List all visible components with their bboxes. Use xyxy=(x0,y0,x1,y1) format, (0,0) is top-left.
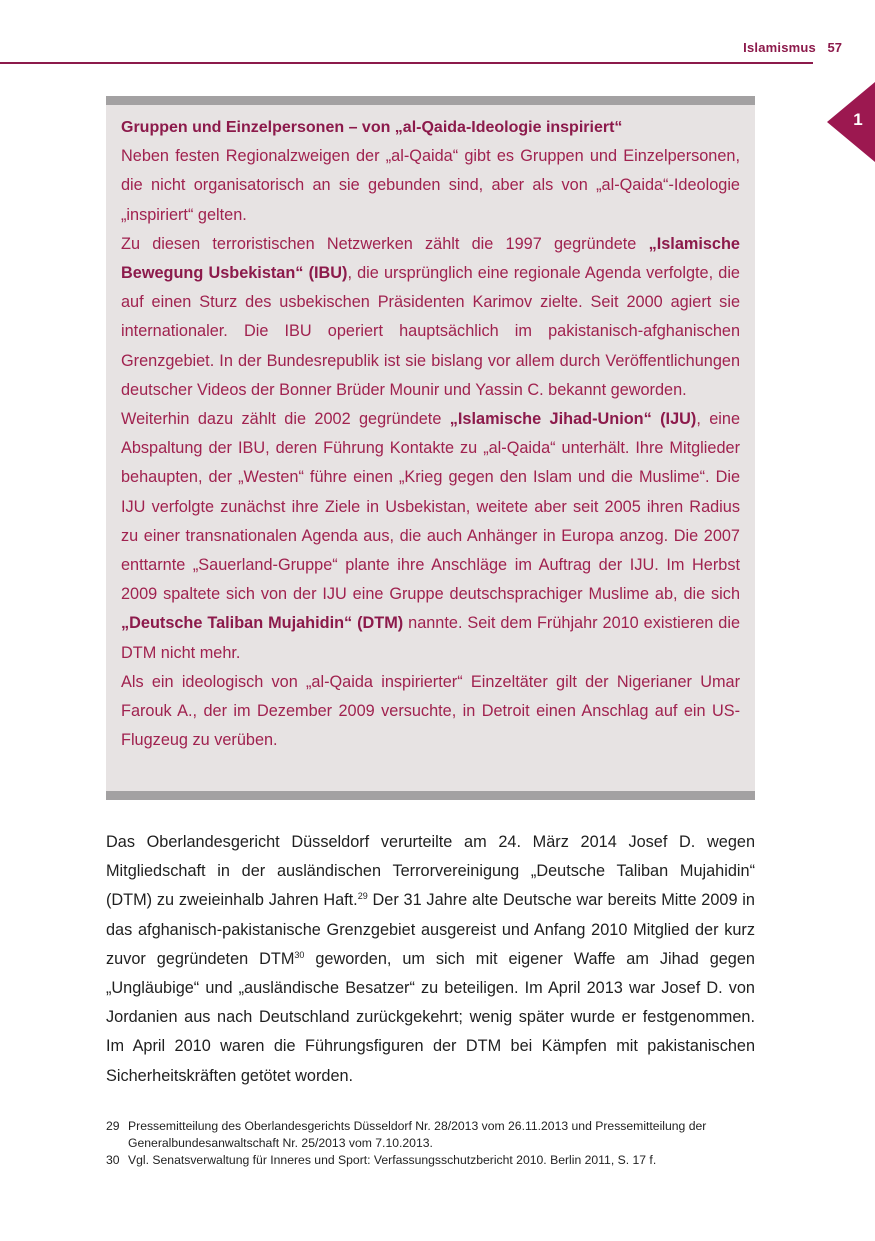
text-span: Das Oberlandesgericht Düsseldorf verurteilte am 24. März 2014 Josef D. wegen Mitgliedschaft in der ausländischen Terrorvereinigung „Deutsche Taliban Mujahidin“ (DTM) zu zweieinhalb Jahren Haft. xyxy=(106,833,755,910)
chapter-tab xyxy=(827,82,875,162)
text-span: , die ursprünglich eine regionale Agenda verfolgte, die auf einen Sturz des usbekischen Präsidenten Karimov zielte. Seit 2000 agiert sie internationaler. Die IBU operiert hauptsächlich im pakistanisch-afghanischen Grenzgebiet. In der Bundesrepublik ist sie bislang vor allem durch Veröffentlichungen deutscher Videos der Bonner Brüder Mounir und Yassin C. bekannt geworden. xyxy=(121,264,740,399)
body-paragraph xyxy=(106,828,755,1091)
footnotes xyxy=(106,1118,755,1169)
info-box-paragraph-1: Neben festen Regionalzweigen der „al-Qaida“ gibt es Gruppen und Einzelpersonen, die nicht organisatorisch an sie gebunden sind, aber als von „al-Qaida“-Ideologie „inspiriert“ gelten. xyxy=(121,147,740,224)
running-header xyxy=(0,38,875,58)
text-span: Zu diesen terroristischen Netzwerken zählt die 1997 gegründete xyxy=(121,234,649,253)
header-section-title: Islamismus xyxy=(743,40,816,55)
body-text xyxy=(106,828,755,1091)
info-box-content xyxy=(121,113,740,755)
footnote-text: Vgl. Senatsverwaltung für Inneres und Sport: Verfassungsschutzbericht 2010. Berlin 2011, S. 17 f. xyxy=(128,1153,657,1167)
footnote-text: Pressemitteilung des Oberlandesgerichts Düsseldorf Nr. 28/2013 vom 26.11.2013 und Pressemitteilung der Generalbundesanwaltschaft Nr. 25/2013 vom 7.10.2013. xyxy=(128,1119,707,1150)
text-span: Der 31 Jahre alte Deutsche war bereits Mitte 2009 in das afghanisch-pakistanische Grenzgebiet ausgereist und Anfang 2010 Mitglied der kurz zuvor gegründeten DTM xyxy=(106,891,755,968)
header-page-number: 57 xyxy=(827,40,842,55)
info-box-paragraph-3 xyxy=(121,405,740,668)
footnote-number: 29 xyxy=(106,1119,120,1133)
info-box xyxy=(106,96,755,800)
footnote-number: 30 xyxy=(106,1153,120,1167)
info-box-title: Gruppen und Einzelpersonen – von „al-Qaida-Ideologie inspiriert“ xyxy=(121,119,623,136)
text-span: geworden, um sich mit eigener Waffe am Jihad gegen „Ungläubige“ und „ausländische Besatzer“ zu beteiligen. Im April 2013 war Josef D. von Jordanien aus nach Deutschland zurückgekehrt; wenig später wurde er festgenommen. Im April 2010 waren die Führungsfiguren der DTM bei Kämpfen mit pakistanischen Sicherheitskräften getötet worden. xyxy=(106,949,755,1085)
footnote xyxy=(106,1118,755,1152)
bold-term-ibu: „Islamische Bewegung Usbekistan“ (IBU) xyxy=(121,234,740,283)
header-rule xyxy=(0,62,813,64)
bold-term-iju: „Islamische Jihad-Union“ (IJU) xyxy=(449,410,697,429)
info-box-top-bar xyxy=(106,96,755,105)
text-span: nannte. Seit dem Frühjahr 2010 existieren die DTM nicht mehr. xyxy=(121,614,740,662)
bold-term-dtm: „Deutsche Taliban Mujahidin“ (DTM) xyxy=(121,614,404,633)
info-box-bottom-bar xyxy=(106,791,755,800)
info-box-paragraph-2 xyxy=(121,230,740,405)
footnote xyxy=(106,1152,755,1169)
footnote-ref-30[interactable]: 30 xyxy=(294,949,305,960)
footnote-ref-29[interactable]: 29 xyxy=(357,891,368,902)
info-box-paragraph-4: Als ein ideologisch von „al-Qaida inspirierter“ Einzeltäter gilt der Nigerianer Umar Farouk A., der im Dezember 2009 versuchte, in Detroit einen Anschlag auf ein US-Flugzeug zu verüben. xyxy=(121,672,740,750)
chapter-number: 1 xyxy=(853,110,863,129)
text-span: , eine Abspaltung der IBU, deren Führung Kontakte zu „al-Qaida“ unterhält. Ihre Mitglieder behaupten, der „Westen“ führe einen „Krieg gegen den Islam und die Muslime“. Die IJU verfolgte zunächst ihre Ziele in Usbekistan, weitete aber seit 2005 ihren Radius zu einer transnationalen Agenda aus, die auch Anhänger in Europa anzog. Die 2007 enttarnte „Sauerland-Gruppe“ plante ihre Anschläge im Auftrag der IJU. Im Herbst 2009 spaltete sich von der IJU eine Gruppe deutschsprachiger Muslime ab, die sich xyxy=(121,410,740,604)
text-span: Weiterhin dazu zählt die 2002 gegründete xyxy=(121,410,450,429)
